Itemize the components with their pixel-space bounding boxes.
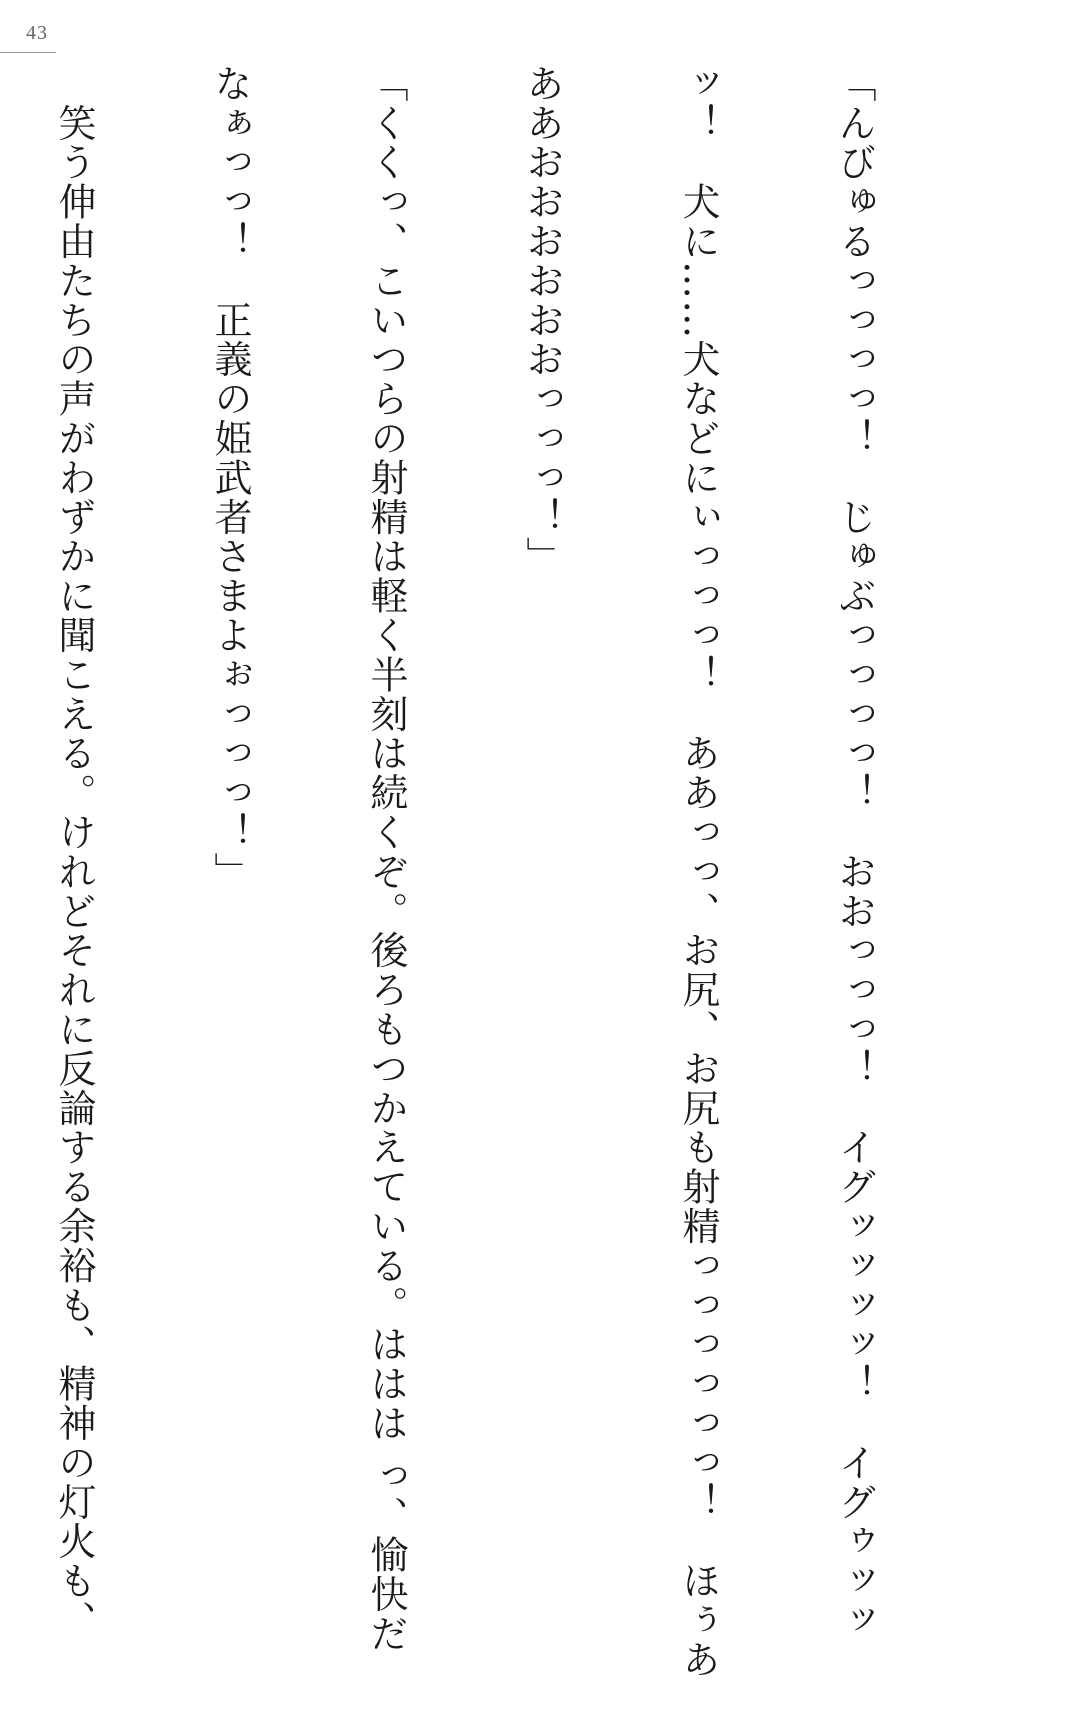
text-line: なぁっっ！ 正義の姫武者さまよぉっっっ！」 xyxy=(208,64,252,892)
text-line: 「くくっ、こいつらの射精は軽く半刻は続くぞ。後ろもつかえている。ははは っ、愉快だ xyxy=(364,64,408,1654)
page-number: 43 xyxy=(26,22,48,44)
vertical-text-body xyxy=(52,64,984,1680)
page-number-rule xyxy=(0,52,56,53)
text-line: ッ！ 犬に……犬などにぃっっっ！ ああっっ、お尻、お尻も射精っっっっっっ！ ほぅあ xyxy=(676,64,720,1680)
text-line: 笑う伸由たちの声がわずかに聞こえる。けれどそれに反論する余裕も、精神の灯火も、 xyxy=(52,64,96,1640)
text-line: ああおおおおおおっっっ！」 xyxy=(520,64,564,577)
text-line: 「んびゅるっっっっ！ じゅぶっっっっ！ おおっっっ！ イグッッッッ！ イグゥッッ xyxy=(832,64,876,1640)
